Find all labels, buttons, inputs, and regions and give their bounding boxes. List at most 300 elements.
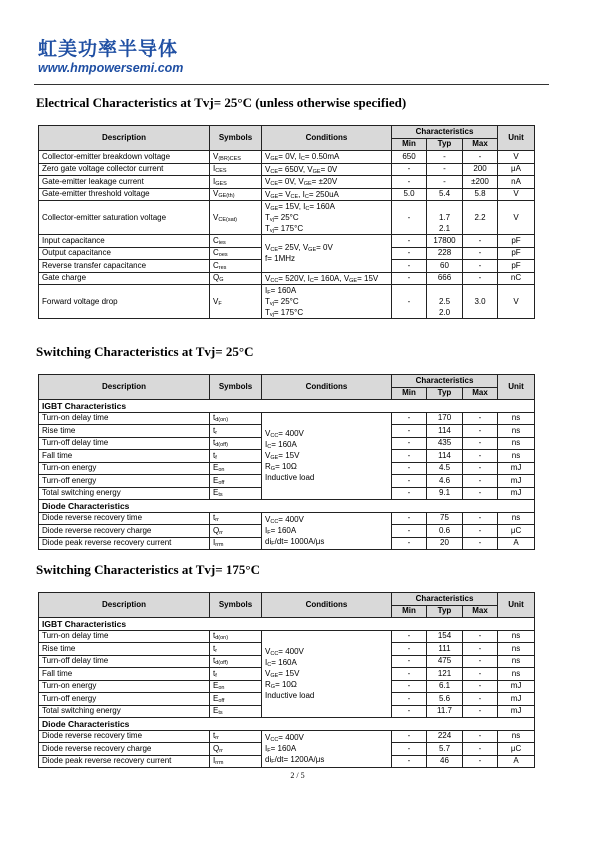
symbol-cell	[210, 235, 262, 248]
min-cell: -	[392, 668, 427, 681]
description-cell: Reverse transfer capacitance	[39, 260, 210, 273]
conditions-cell	[262, 730, 392, 768]
typ-cell: 170	[427, 412, 463, 425]
max-cell: -	[463, 437, 498, 450]
unit-cell: μC	[498, 743, 535, 756]
table-row	[39, 151, 535, 164]
col-description: Description	[39, 375, 210, 400]
col-max: Max	[463, 605, 498, 618]
symbol-cell	[210, 487, 262, 500]
col-min: Min	[392, 387, 427, 400]
min-cell: -	[392, 705, 427, 718]
symbol-subscript: ts	[218, 710, 223, 717]
condition-text: I	[265, 744, 268, 754]
condition-line	[265, 450, 388, 461]
min-cell: -	[392, 643, 427, 656]
symbol-subscript: rrm	[215, 542, 224, 549]
condition-text: T	[265, 213, 270, 222]
description-cell: Diode reverse recovery charge	[39, 743, 210, 756]
typ-value: 1.7	[438, 213, 451, 222]
condition-text: Inductive load	[265, 691, 315, 701]
condition-text: = 400V	[278, 733, 304, 743]
company-logo-text: 虹美功率半导体	[38, 38, 179, 60]
condition-line	[265, 242, 388, 253]
condition-line	[265, 428, 388, 439]
symbol-cell	[210, 462, 262, 475]
symbol-subscript: GE(th)	[218, 193, 235, 200]
description-cell: Output capacitance	[39, 247, 210, 260]
symbol-subscript: res	[218, 264, 227, 271]
symbol-subscript: rr	[215, 735, 219, 742]
table-row	[39, 176, 535, 189]
description-cell: Total switching energy	[39, 487, 210, 500]
unit-cell: V	[498, 201, 535, 235]
max-cell: -	[463, 450, 498, 463]
condition-text: /dt= 1000A/μs	[274, 537, 325, 547]
col-typ: Typ	[427, 138, 463, 151]
description-cell: Diode reverse recovery time	[39, 512, 210, 525]
typ-cell: 5.6	[427, 693, 463, 706]
col-conditions: Conditions	[262, 126, 392, 151]
symbol-cell	[210, 705, 262, 718]
electrical-table	[38, 125, 535, 319]
col-conditions: Conditions	[262, 593, 392, 618]
min-cell: -	[392, 743, 427, 756]
condition-text: I	[265, 286, 268, 295]
page-number: 2 / 5	[290, 771, 305, 780]
condition-text: V	[265, 177, 271, 187]
condition-text: V	[265, 273, 271, 283]
symbol-cell	[210, 743, 262, 756]
symbol-subscript: r	[215, 429, 218, 436]
condition-text: = 520V, I	[278, 273, 310, 283]
condition-text: = 15V	[357, 273, 379, 283]
condition-subscript: CE	[270, 168, 278, 175]
max-cell: -	[463, 260, 498, 273]
condition-text: = 175°C	[273, 224, 304, 233]
unit-cell: mJ	[498, 705, 535, 718]
symbol-cell	[210, 655, 262, 668]
condition-subscript: C	[267, 662, 272, 669]
condition-text: R	[265, 462, 271, 472]
typ-cell: -	[427, 163, 463, 176]
condition-subscript: C	[267, 444, 272, 451]
col-min: Min	[392, 605, 427, 618]
max-cell: -	[463, 425, 498, 438]
symbol-cell	[210, 437, 262, 450]
symbol-letter: t	[213, 668, 216, 678]
table-row	[39, 201, 535, 235]
symbol-cell	[210, 201, 262, 235]
condition-text: = 0V, V	[277, 177, 304, 187]
max-cell: 200	[463, 163, 498, 176]
symbol-subscript: rr	[219, 747, 223, 754]
symbol-cell	[210, 163, 262, 176]
max-cell: -	[463, 525, 498, 538]
unit-cell: pF	[498, 235, 535, 248]
condition-subscript: CE	[290, 193, 299, 200]
min-cell: -	[392, 176, 427, 189]
condition-text: V	[265, 243, 271, 253]
typ-cell: 224	[427, 730, 463, 743]
condition-text: R	[265, 680, 271, 690]
unit-cell: A	[498, 537, 535, 550]
conditions-cell	[262, 272, 392, 285]
group-heading: IGBT Characteristics	[39, 400, 535, 413]
condition-subscript: GE	[308, 247, 317, 254]
symbol-subscript: rr	[219, 529, 223, 536]
description-cell: Turn-off delay time	[39, 437, 210, 450]
description-cell: Diode reverse recovery charge	[39, 525, 210, 538]
condition-text: di	[265, 755, 272, 765]
col-max: Max	[463, 387, 498, 400]
condition-subscript: G	[270, 684, 276, 691]
company-website[interactable]: www.hmpowersemi.com	[38, 61, 184, 75]
unit-cell: pF	[498, 247, 535, 260]
symbol-letter: Q	[213, 743, 220, 753]
min-cell: -	[392, 450, 427, 463]
conditions-cell	[262, 235, 392, 273]
symbol-letter: C	[213, 248, 219, 258]
condition-text: V	[265, 451, 271, 461]
unit-cell: ns	[498, 512, 535, 525]
description-cell: Turn-on energy	[39, 462, 210, 475]
conditions-cell	[262, 630, 392, 718]
electrical-section-title: Electrical Characteristics at Tvj= 25°C (unless otherwise specified)	[36, 95, 407, 110]
max-cell: -	[463, 755, 498, 768]
symbol-cell	[210, 176, 262, 189]
symbol-subscript: on	[218, 685, 225, 692]
conditions-cell	[262, 201, 392, 235]
conditions-cell	[262, 512, 392, 550]
typ-cell: 475	[427, 655, 463, 668]
condition-text: T	[265, 297, 270, 306]
condition-line	[265, 679, 388, 690]
symbol-cell	[210, 285, 262, 319]
condition-line	[265, 223, 388, 234]
condition-subscript: C	[305, 206, 310, 212]
condition-text: I	[265, 658, 268, 668]
conditions-cell	[262, 188, 392, 201]
condition-subscript: GE	[270, 193, 279, 200]
typ-cell: 154	[427, 630, 463, 643]
condition-text: T	[265, 224, 270, 233]
table-row	[39, 412, 535, 425]
max-cell: -	[463, 668, 498, 681]
min-cell: -	[392, 655, 427, 668]
symbol-subscript: on	[218, 467, 225, 474]
table-row	[39, 730, 535, 743]
description-cell: Input capacitance	[39, 235, 210, 248]
min-cell: -	[392, 487, 427, 500]
min-cell: -	[392, 475, 427, 488]
col-unit: Unit	[498, 375, 535, 400]
max-cell: -	[463, 512, 498, 525]
table-row	[39, 285, 535, 319]
typ-cell: 4.5	[427, 462, 463, 475]
min-cell: -	[392, 462, 427, 475]
unit-cell: nA	[498, 176, 535, 189]
description-cell: Gate charge	[39, 272, 210, 285]
condition-text: V	[265, 202, 271, 211]
symbol-letter: I	[213, 176, 216, 186]
symbol-cell	[210, 260, 262, 273]
condition-subscript: GE	[349, 277, 358, 284]
condition-line	[265, 732, 388, 743]
group-heading: Diode Characteristics	[39, 718, 535, 731]
condition-subscript: G	[270, 466, 276, 473]
condition-text: = 160A, V	[313, 273, 350, 283]
condition-subscript: GE	[312, 168, 321, 175]
typ-cell: 121	[427, 668, 463, 681]
unit-cell: ns	[498, 668, 535, 681]
symbol-cell	[210, 450, 262, 463]
symbol-subscript: oes	[218, 252, 228, 259]
symbol-subscript: d(off)	[215, 442, 228, 449]
symbol-cell	[210, 755, 262, 768]
symbol-letter: t	[213, 631, 216, 641]
symbol-letter: E	[213, 488, 219, 498]
condition-text: I	[265, 440, 268, 450]
unit-cell: mJ	[498, 680, 535, 693]
condition-text: V	[265, 164, 271, 174]
condition-subscript: vj	[269, 228, 274, 234]
symbol-letter: V	[213, 151, 219, 161]
condition-line	[265, 285, 388, 296]
condition-text: = 0.50mA	[304, 152, 340, 162]
symbol-letter: E	[213, 706, 219, 716]
description-cell: Diode peak reverse recovery current	[39, 537, 210, 550]
max-cell: -	[463, 643, 498, 656]
condition-text: V	[265, 189, 271, 199]
switching-25-section-title: Switching Characteristics at Tvj= 25°C	[36, 344, 254, 359]
min-cell: -	[392, 260, 427, 273]
min-cell: 650	[392, 151, 427, 164]
description-cell: Fall time	[39, 450, 210, 463]
typ-cell: 11.7	[427, 705, 463, 718]
condition-subscript: C	[300, 156, 305, 163]
symbol-letter: Q	[213, 273, 220, 283]
condition-subscript: CC	[270, 433, 279, 440]
max-cell: -	[463, 743, 498, 756]
condition-text: = 650V, V	[277, 164, 313, 174]
group-heading: Diode Characteristics	[39, 500, 535, 513]
typ-cell	[427, 285, 463, 319]
group-row	[39, 500, 535, 513]
max-cell: 5.8	[463, 188, 498, 201]
unit-cell: V	[498, 188, 535, 201]
typ-cell: 114	[427, 450, 463, 463]
unit-cell: μC	[498, 525, 535, 538]
condition-subscript: F	[267, 530, 271, 537]
min-cell: -	[392, 201, 427, 235]
col-characteristics: Characteristics	[392, 593, 498, 606]
symbol-letter: t	[213, 731, 216, 741]
condition-line	[265, 690, 388, 701]
condition-line	[265, 472, 388, 483]
unit-cell: V	[498, 285, 535, 319]
condition-text: di	[265, 537, 272, 547]
condition-subscript: F	[271, 759, 275, 766]
condition-text: V	[265, 429, 271, 439]
max-cell: -	[463, 680, 498, 693]
condition-line	[265, 646, 388, 657]
conditions-cell	[262, 163, 392, 176]
condition-text: = 15V, I	[278, 202, 306, 211]
min-cell: -	[392, 163, 427, 176]
col-symbols: Symbols	[210, 593, 262, 618]
condition-text: = 160A	[270, 286, 297, 295]
col-conditions: Conditions	[262, 375, 392, 400]
min-cell: -	[392, 537, 427, 550]
condition-subscript: CE	[270, 247, 278, 254]
group-row	[39, 618, 535, 631]
max-cell: -	[463, 705, 498, 718]
condition-text: = 10Ω	[275, 680, 297, 690]
condition-line	[265, 439, 388, 450]
symbol-subscript: off	[218, 697, 225, 704]
condition-line	[265, 668, 388, 679]
col-unit: Unit	[498, 126, 535, 151]
conditions-cell	[262, 285, 392, 319]
condition-line	[265, 657, 388, 668]
unit-cell: ns	[498, 412, 535, 425]
condition-subscript: GE	[303, 181, 312, 188]
max-cell: -	[463, 462, 498, 475]
typ-cell	[427, 201, 463, 235]
condition-text: = 400V	[278, 647, 304, 657]
unit-cell: mJ	[498, 487, 535, 500]
min-cell: -	[392, 730, 427, 743]
condition-line	[265, 754, 388, 765]
typ-cell: 75	[427, 512, 463, 525]
conditions-cell	[262, 151, 392, 164]
col-max: Max	[463, 138, 498, 151]
condition-subscript: GE	[270, 156, 279, 163]
typ-cell: 4.6	[427, 475, 463, 488]
symbol-cell	[210, 680, 262, 693]
condition-text: V	[265, 647, 271, 657]
col-description: Description	[39, 593, 210, 618]
symbol-letter: C	[213, 235, 219, 245]
condition-text: = 0V, I	[278, 152, 301, 162]
condition-subscript: CC	[270, 277, 279, 284]
condition-line	[265, 164, 388, 175]
typ-cell: 5.4	[427, 188, 463, 201]
max-cell: -	[463, 487, 498, 500]
typ-cell: 114	[427, 425, 463, 438]
col-typ: Typ	[427, 605, 463, 618]
condition-subscript: CC	[270, 737, 279, 744]
description-cell: Rise time	[39, 425, 210, 438]
symbol-letter: E	[213, 463, 219, 473]
symbol-subscript: d(off)	[215, 660, 228, 667]
condition-text: = 25°C	[273, 297, 299, 306]
condition-text: = 175°C	[273, 308, 304, 317]
symbol-letter: t	[213, 656, 216, 666]
symbol-letter: t	[213, 413, 216, 423]
symbol-letter: E	[213, 475, 219, 485]
description-cell: Turn-off energy	[39, 693, 210, 706]
condition-line	[265, 201, 388, 212]
unit-cell: ns	[498, 630, 535, 643]
unit-cell: nC	[498, 272, 535, 285]
typ-cell: 60	[427, 260, 463, 273]
condition-text: V	[265, 669, 271, 679]
header-divider	[34, 84, 549, 85]
unit-cell: ns	[498, 655, 535, 668]
max-cell: -	[463, 272, 498, 285]
description-cell: Collector-emitter saturation voltage	[39, 201, 210, 235]
header	[38, 38, 183, 75]
symbol-subscript: ies	[218, 239, 226, 246]
symbol-subscript: CE(sat)	[218, 216, 237, 223]
symbol-cell	[210, 693, 262, 706]
symbol-letter: t	[213, 438, 216, 448]
table-row	[39, 272, 535, 285]
symbol-subscript: CES	[215, 168, 227, 175]
unit-cell: ns	[498, 643, 535, 656]
symbol-cell	[210, 537, 262, 550]
symbol-cell	[210, 247, 262, 260]
symbol-letter: E	[213, 681, 219, 691]
symbol-letter: I	[213, 756, 216, 766]
symbol-subscript: d(on)	[215, 417, 229, 424]
description-cell: Gate-emitter leakage current	[39, 176, 210, 189]
condition-text: /dt= 1200A/μs	[274, 755, 325, 765]
typ-cell: 17800	[427, 235, 463, 248]
condition-subscript: CC	[270, 519, 279, 526]
condition-line	[265, 212, 388, 223]
condition-text: V	[265, 152, 271, 162]
max-cell: -	[463, 247, 498, 260]
condition-text: = 160A	[309, 202, 335, 211]
condition-line	[265, 514, 388, 525]
switching-25-table	[38, 374, 535, 550]
typ-cell: -	[427, 151, 463, 164]
description-cell: Diode peak reverse recovery current	[39, 755, 210, 768]
condition-subscript: GE	[270, 206, 279, 212]
min-cell: -	[392, 412, 427, 425]
typ-cell: 9.1	[427, 487, 463, 500]
max-cell: 3.0	[463, 285, 498, 319]
typ-cell: 666	[427, 272, 463, 285]
symbol-letter: I	[213, 164, 216, 174]
symbol-letter: V	[213, 189, 219, 199]
condition-line	[265, 151, 388, 162]
typ-cell: 435	[427, 437, 463, 450]
max-cell: -	[463, 235, 498, 248]
unit-cell: pF	[498, 260, 535, 273]
min-cell: -	[392, 247, 427, 260]
condition-text: I	[265, 526, 268, 536]
condition-subscript: F	[267, 290, 271, 296]
max-cell: -	[463, 730, 498, 743]
condition-text: , I	[298, 189, 305, 199]
typ-cell: 46	[427, 755, 463, 768]
condition-text: = 160A	[270, 744, 297, 754]
col-description: Description	[39, 126, 210, 151]
col-symbols: Symbols	[210, 375, 262, 400]
symbol-cell	[210, 475, 262, 488]
description-cell: Turn-off delay time	[39, 655, 210, 668]
min-cell: -	[392, 512, 427, 525]
symbol-letter: V	[213, 212, 219, 222]
symbol-letter: t	[213, 513, 216, 523]
condition-text: = 400V	[278, 429, 304, 439]
symbol-cell	[210, 425, 262, 438]
symbol-cell	[210, 525, 262, 538]
